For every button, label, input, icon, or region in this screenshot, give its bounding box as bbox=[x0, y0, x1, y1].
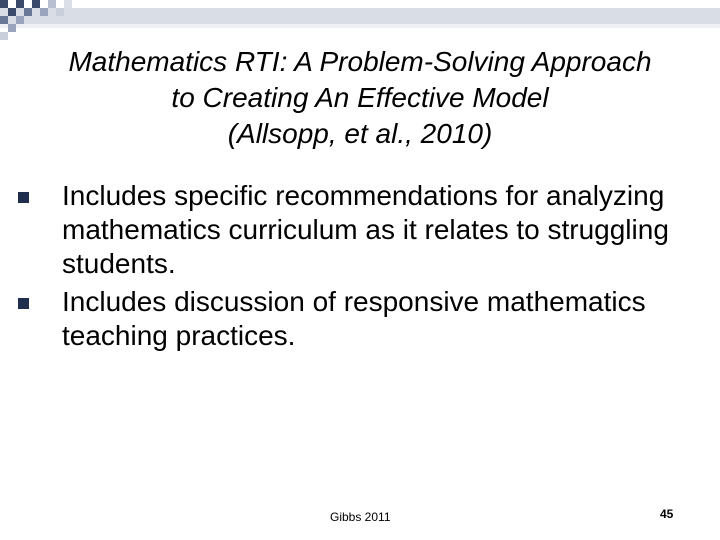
square-bullet-icon bbox=[18, 298, 29, 309]
bullet-text: Includes discussion of responsive mathematics teaching practices. bbox=[62, 286, 646, 351]
checker-header-decoration bbox=[0, 0, 720, 46]
title-line-3: (Allsopp, et al., 2010) bbox=[227, 118, 493, 149]
page-number: 45 bbox=[660, 507, 674, 521]
bullet-item bbox=[18, 179, 698, 281]
footer-text: Gibbs 2011 bbox=[330, 510, 391, 524]
square-bullet-icon bbox=[18, 192, 29, 203]
bullet-text: Includes specific recommendations for analyzing mathematics curriculum as it relates to struggling students. bbox=[62, 180, 669, 279]
bullet-item bbox=[18, 285, 698, 353]
bullet-list bbox=[18, 179, 698, 357]
title-line-1: Mathematics RTI: A Problem-Solving Approach bbox=[68, 46, 652, 77]
slide-title bbox=[0, 44, 720, 152]
title-line-2: to Creating An Effective Model bbox=[171, 82, 549, 113]
